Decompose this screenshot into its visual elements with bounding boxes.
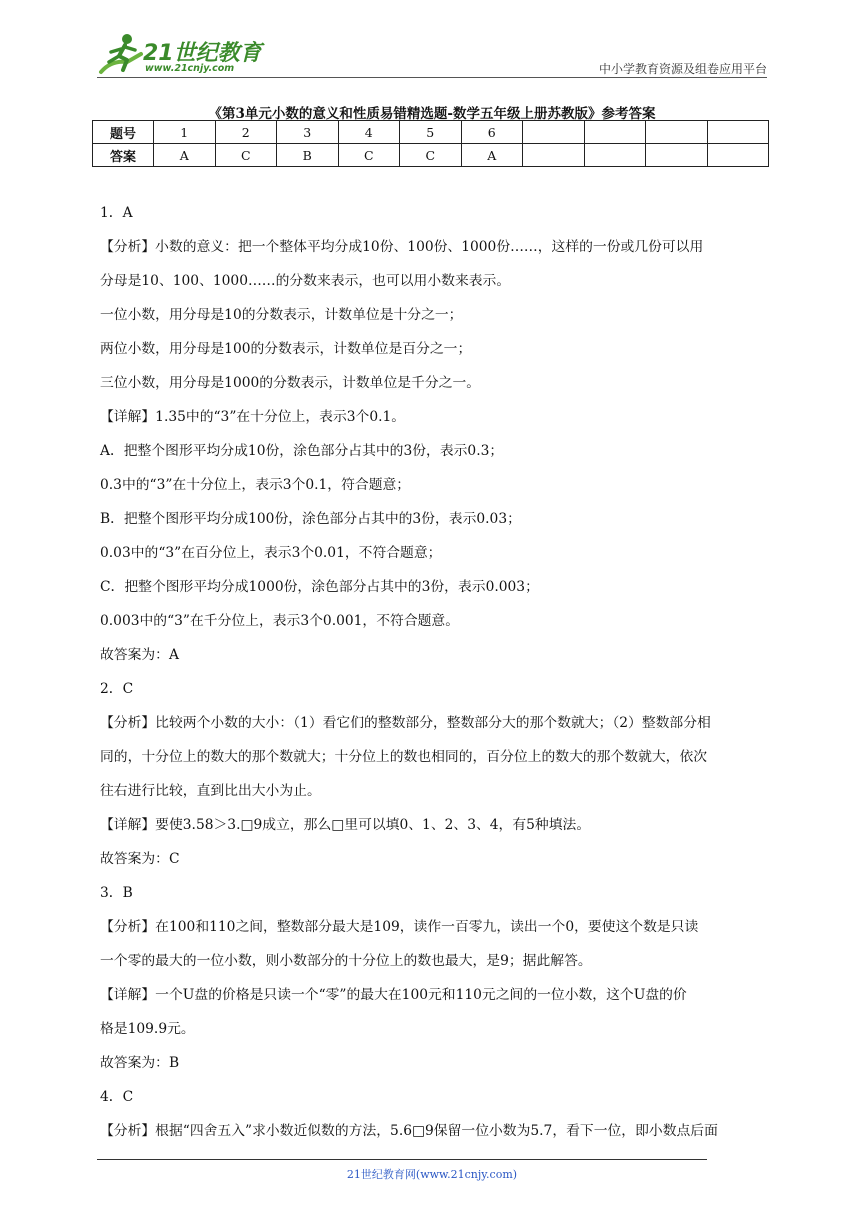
solution-line: 【分析】比较两个小数的大小：（1）看它们的整数部分，整数部分大的那个数就大；（2）整数部分相: [100, 715, 711, 731]
question-number-cell: [523, 121, 585, 144]
solution-line: 4．C: [100, 1089, 134, 1105]
logo-url: www.21cnjy.com: [145, 63, 235, 74]
answer-cell: [646, 144, 708, 167]
answer-cell: [523, 144, 585, 167]
solution-line: 0.03中的“3”在百分位上，表示3个0.01，不符合题意；: [100, 545, 442, 561]
question-number-cell: [584, 121, 646, 144]
solution-line: 【分析】根据“四舍五入”求小数近似数的方法，5.6□9保留一位小数为5.7，看下一位，即小数点后面: [100, 1123, 718, 1139]
solution-line: A．把整个图形平均分成10份，涂色部分占其中的3份，表示0.3；: [100, 443, 504, 459]
solution-line: C．把整个图形平均分成1000份，涂色部分占其中的3份，表示0.003；: [100, 579, 539, 595]
question-number-cell: 1: [154, 121, 216, 144]
solution-content: [100, 196, 768, 1148]
solution-line: 两位小数，用分母是100的分数表示，计数单位是百分之一；: [100, 341, 472, 357]
solution-line: 分母是10、100、1000……的分数来表示，也可以用小数来表示。: [100, 273, 511, 289]
document-title: 《第3单元小数的意义和性质易错精选题-数学五年级上册苏教版》参考答案: [208, 106, 656, 122]
solution-line: 同的，十分位上的数大的那个数就大；十分位上的数也相同的，百分位上的数大的那个数就大，依次: [100, 749, 708, 765]
question-number-cell: 3: [277, 121, 339, 144]
answer-cell: C: [215, 144, 277, 167]
footer-divider: [97, 1159, 707, 1160]
answer-cell: B: [277, 144, 339, 167]
solution-line: 一位小数，用分母是10的分数表示，计数单位是十分之一；: [100, 307, 463, 323]
solution-line: B．把整个图形平均分成100份，涂色部分占其中的3份，表示0.03；: [100, 511, 521, 527]
header-divider: [97, 77, 767, 78]
question-number-cell: [646, 121, 708, 144]
solution-line: 故答案为：A: [100, 647, 179, 663]
answer-cell: [707, 144, 769, 167]
logo: [97, 30, 277, 78]
solution-line: 一个零的最大的一位小数，则小数部分的十分位上的数也最大，是9；据此解答。: [100, 953, 592, 969]
solution-line: 三位小数，用分母是1000的分数表示，计数单位是千分之一。: [100, 375, 481, 391]
solution-line: 格是109.9元。: [100, 1021, 195, 1037]
platform-name: 中小学教育资源及组卷应用平台: [598, 62, 767, 76]
row-label-number: 题号: [93, 121, 154, 144]
solution-line: 故答案为：B: [100, 1055, 180, 1071]
solution-line: 【详解】要使3.58＞3.□9成立，那么□里可以填0、1、2、3、4，有5种填法。: [100, 817, 591, 833]
solution-line: 【分析】小数的意义：把一个整体平均分成10份、100份、1000份……，这样的一份或几份可以用: [100, 239, 704, 255]
solution-line: 0.003中的“3”在千分位上，表示3个0.001，不符合题意。: [100, 613, 460, 629]
answer-cell: A: [154, 144, 216, 167]
solution-line: 故答案为：C: [100, 851, 180, 867]
row-label-answer: 答案: [93, 144, 154, 167]
footer-link[interactable]: 21世纪教育网(www.21cnjy.com): [346, 1168, 518, 1181]
question-number-cell: 5: [400, 121, 462, 144]
question-number-cell: 2: [215, 121, 277, 144]
answer-cell: [584, 144, 646, 167]
table-row-numbers: [93, 121, 769, 144]
table-row-answers: [93, 144, 769, 167]
page-header: [97, 30, 767, 80]
question-number-cell: 4: [338, 121, 400, 144]
solution-line: 【详解】一个U盘的价格是只读一个“零”的最大在100元和110元之间的一位小数，这个U盘的价: [100, 987, 687, 1003]
logo-text: 21世纪教育: [143, 41, 262, 66]
solution-line: 0.3中的“3”在十分位上，表示3个0.1，符合题意；: [100, 477, 411, 493]
question-number-cell: 6: [461, 121, 523, 144]
runner-logo-icon: [97, 32, 143, 78]
answer-cell: C: [400, 144, 462, 167]
solution-line: 2．C: [100, 681, 134, 697]
solution-line: 往右进行比较，直到比出大小为止。: [100, 783, 321, 799]
answer-cell: A: [461, 144, 523, 167]
answer-cell: C: [338, 144, 400, 167]
question-number-cell: [707, 121, 769, 144]
solution-line: 【分析】在100和110之间，整数部分最大是109，读作一百零九，读出一个0，要使这个数是只读: [100, 919, 699, 935]
answer-table: [92, 120, 769, 167]
solution-line: 1．A: [100, 205, 133, 221]
solution-line: 3．B: [100, 885, 133, 901]
solution-line: 【详解】1.35中的“3”在十分位上，表示3个0.1。: [100, 409, 406, 425]
